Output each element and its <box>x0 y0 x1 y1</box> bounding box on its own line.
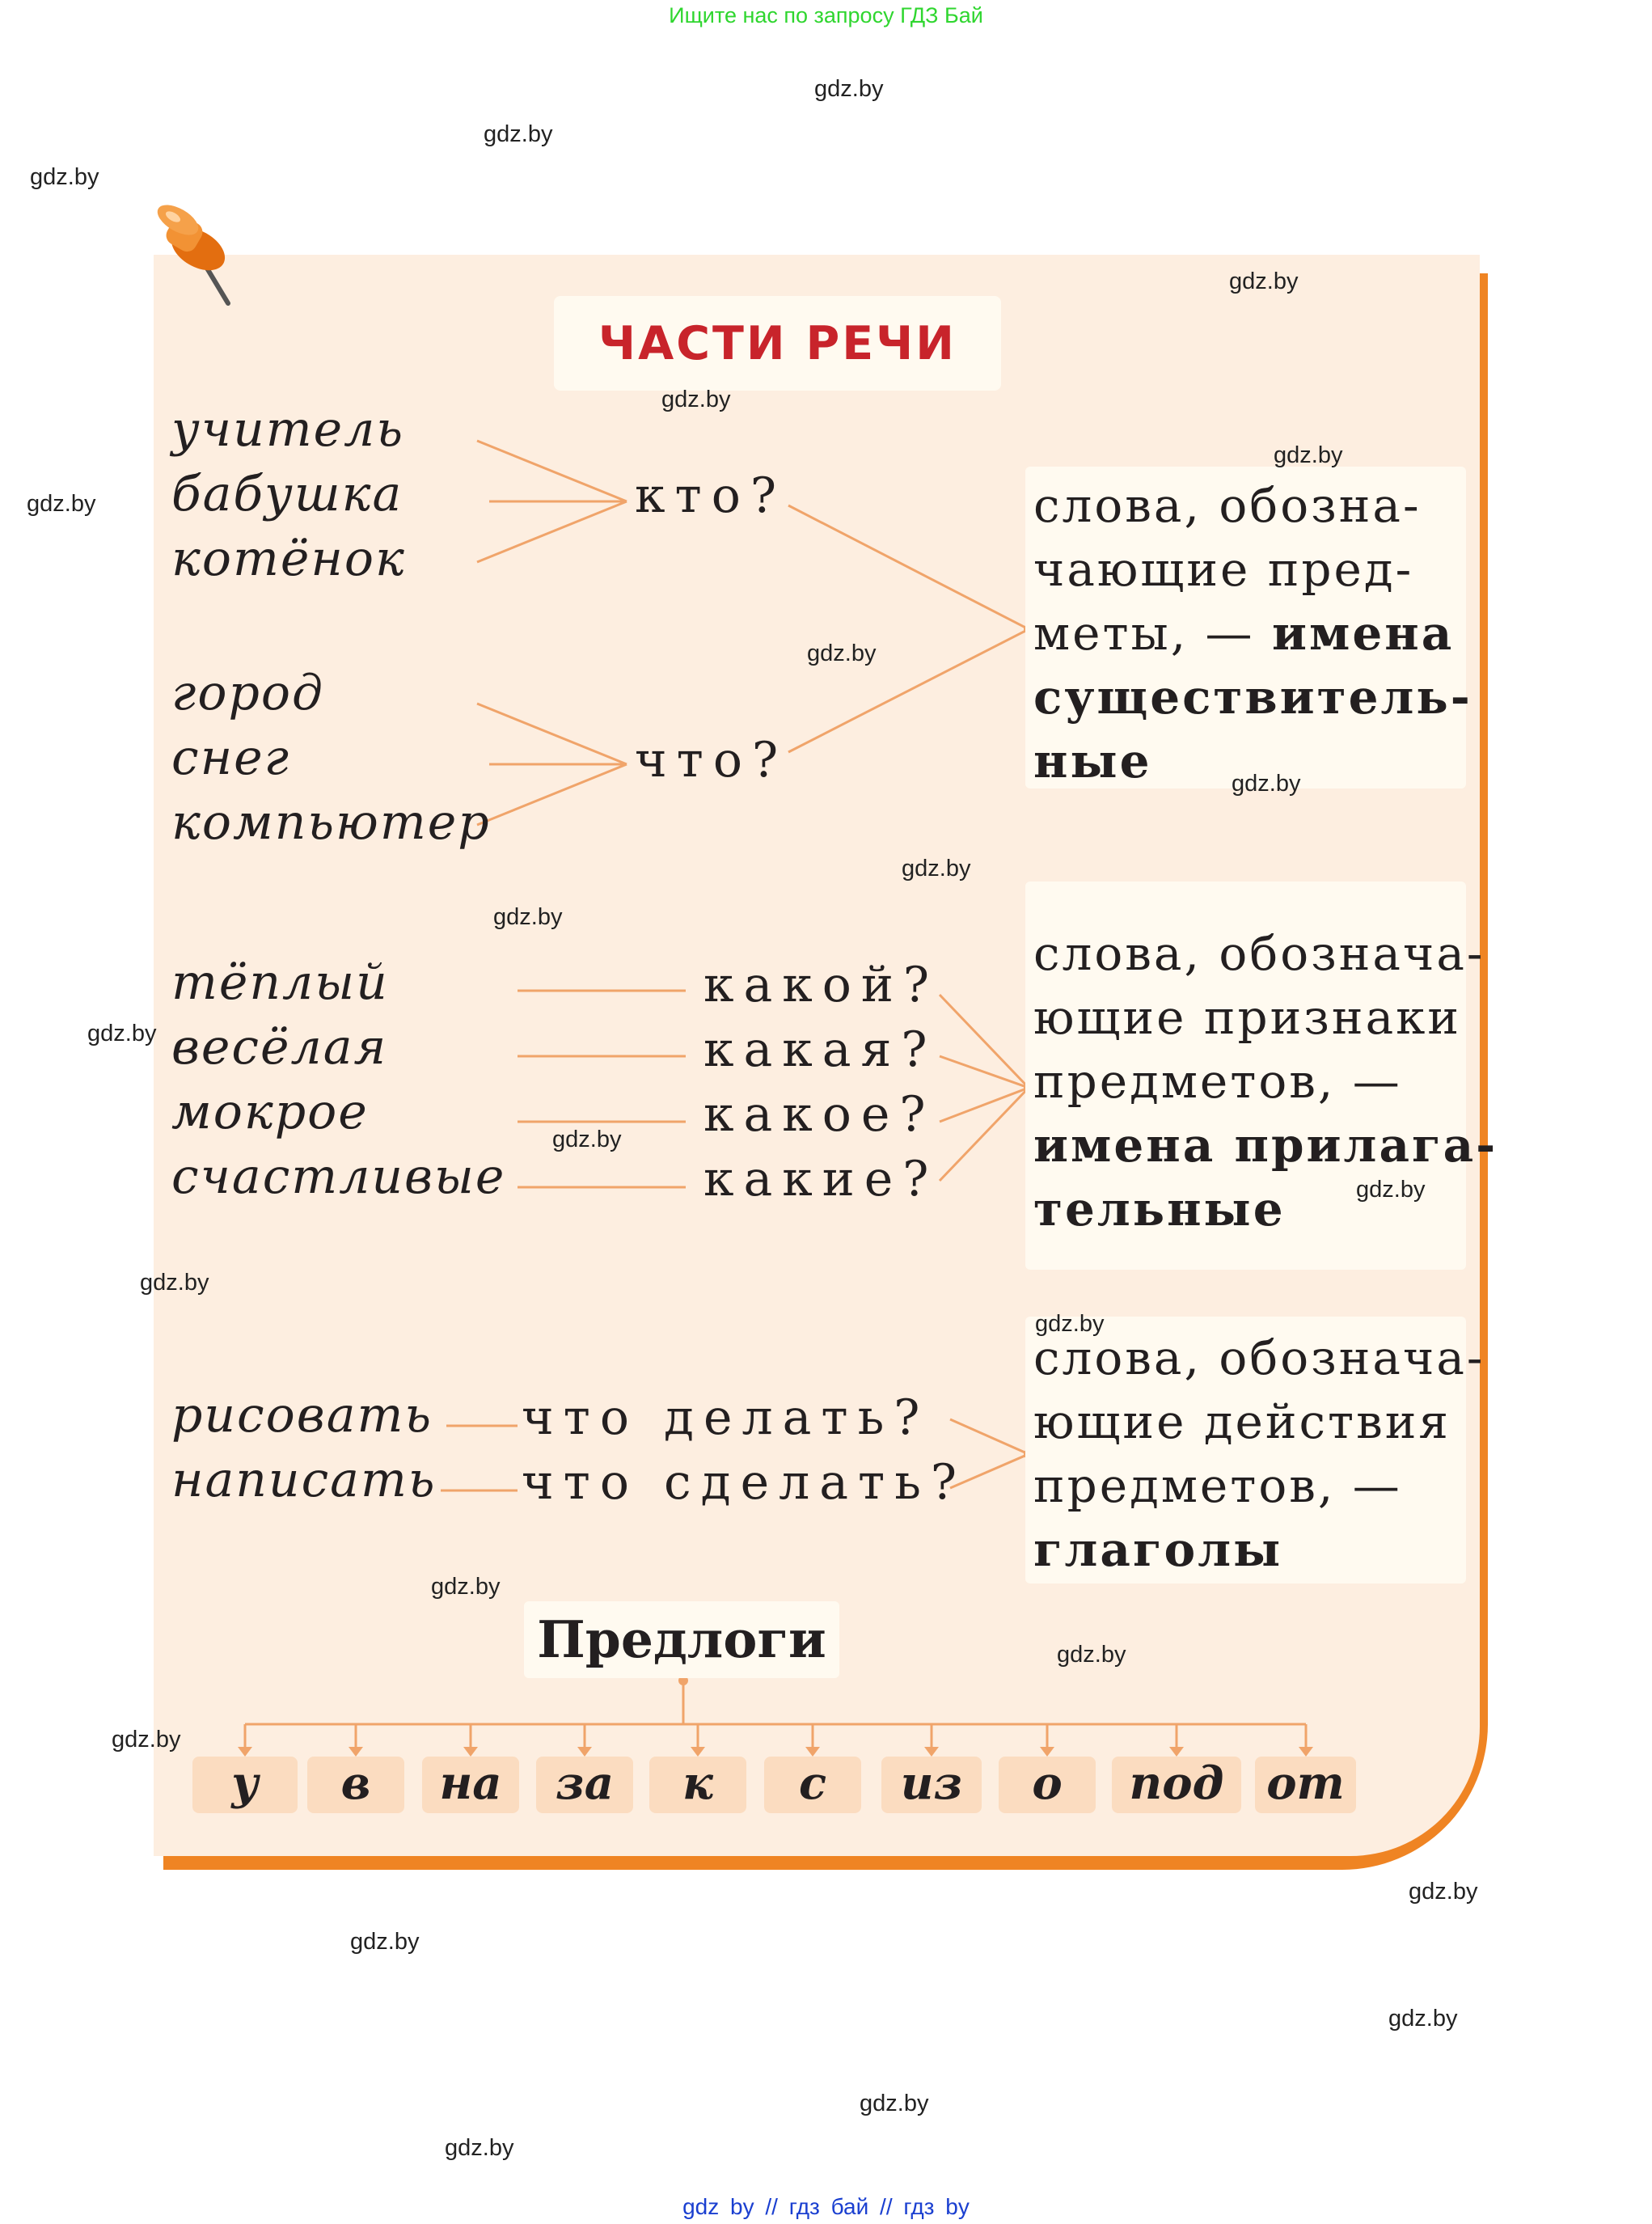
question-who: кто? <box>635 467 786 524</box>
watermark: gdz.by <box>1057 1642 1126 1668</box>
definition-line <box>1033 602 1472 666</box>
watermark: gdz.by <box>1232 771 1301 797</box>
definition-line: слова, обозна- <box>1033 478 1422 533</box>
verb-word: рисовать <box>171 1387 433 1444</box>
noun-word: бабушка <box>171 466 403 522</box>
noun-word: компьютер <box>171 794 491 851</box>
adjective-definition <box>1033 922 1498 1241</box>
preposition-chip: под <box>1112 1757 1241 1813</box>
definition-term <box>1033 1114 1498 1178</box>
definition-line: предметов, — <box>1033 1054 1402 1109</box>
adjective-word: весёлая <box>171 1019 388 1076</box>
watermark: gdz.by <box>1229 268 1299 294</box>
definition-term <box>1033 1518 1485 1582</box>
definition-term <box>1033 666 1472 729</box>
noun-definition <box>1033 474 1472 793</box>
definition-term: имена <box>1272 606 1455 661</box>
preposition-chip: на <box>422 1757 519 1813</box>
preposition-chip: в <box>307 1757 404 1813</box>
preposition-chip: о <box>999 1757 1096 1813</box>
preposition-chip: у <box>192 1757 298 1813</box>
preposition-chip: к <box>649 1757 746 1813</box>
watermark: gdz.by <box>140 1270 209 1296</box>
watermark: gdz.by <box>807 641 877 666</box>
watermark: gdz.by <box>87 1021 157 1046</box>
definition-line-text: меты, — <box>1033 606 1272 661</box>
preposition-chip: за <box>536 1757 633 1813</box>
definition-line: слова, обознача- <box>1033 926 1485 981</box>
watermark: gdz.by <box>350 1929 420 1955</box>
watermark: gdz.by <box>1409 1879 1478 1905</box>
watermark: gdz.by <box>493 904 563 930</box>
adjective-word: мокрое <box>171 1084 369 1140</box>
noun-word: учитель <box>171 401 405 458</box>
watermark: gdz.by <box>860 2091 929 2116</box>
definition-term <box>1033 1178 1498 1241</box>
question-which: какая? <box>703 1021 937 1078</box>
adjective-word: тёплый <box>171 954 389 1011</box>
preposition-chip: с <box>764 1757 861 1813</box>
prepositions-title: Предлоги <box>537 1609 826 1669</box>
question-what: что? <box>635 732 788 789</box>
watermark: gdz.by <box>1356 1177 1426 1203</box>
question-do: что делать? <box>522 1389 930 1446</box>
watermark: gdz.by <box>1035 1311 1105 1337</box>
definition-term-part: имена прилага- <box>1033 1118 1498 1173</box>
question-done: что сделать? <box>522 1454 967 1511</box>
page-title: ЧАСТИ РЕЧИ <box>598 317 957 370</box>
definition-term-part: ные <box>1033 734 1152 789</box>
noun-word: котёнок <box>171 531 406 587</box>
watermark: gdz.by <box>112 1727 181 1753</box>
adjective-word: счастливые <box>171 1148 506 1205</box>
verb-word: написать <box>171 1452 437 1508</box>
footer-links <box>0 2194 1652 2220</box>
watermark: gdz.by <box>1388 2006 1458 2032</box>
noun-word: снег <box>171 729 290 786</box>
definition-term-part: тельные <box>1033 1182 1286 1237</box>
definition-line: чающие пред- <box>1033 542 1414 597</box>
watermark: gdz.by <box>30 164 99 190</box>
footer-link[interactable]: гдз бай <box>788 2194 869 2219</box>
watermark: gdz.by <box>902 856 971 882</box>
question-which: какой? <box>703 957 940 1013</box>
definition-line: ющие действия <box>1033 1394 1451 1449</box>
definition-line: предметов, — <box>1033 1458 1402 1513</box>
preposition-chip: от <box>1255 1757 1356 1813</box>
watermark: gdz.by <box>552 1127 622 1152</box>
verb-definition <box>1033 1326 1485 1582</box>
watermark: gdz.by <box>484 121 553 147</box>
definition-line: ющие признаки <box>1033 990 1462 1045</box>
question-which: какое? <box>703 1086 936 1143</box>
watermark: gdz.by <box>661 387 731 412</box>
definition-term-part: существитель- <box>1033 670 1472 725</box>
watermark: gdz.by <box>431 1574 501 1600</box>
noun-word: город <box>171 665 325 721</box>
watermark: gdz.by <box>445 2135 514 2161</box>
watermark: gdz.by <box>27 491 96 517</box>
preposition-chip: из <box>881 1757 982 1813</box>
watermark: gdz.by <box>814 76 884 102</box>
definition-line: слова, обознача- <box>1033 1330 1485 1385</box>
footer-separator: // <box>880 2194 893 2219</box>
footer-separator: // <box>765 2194 778 2219</box>
question-which: какие? <box>703 1151 939 1207</box>
footer-link[interactable]: гдз by <box>903 2194 970 2219</box>
footer-link[interactable]: gdz by <box>682 2194 754 2219</box>
watermark: gdz.by <box>1274 442 1343 468</box>
search-banner: Ищите нас по запросу ГДЗ Бай <box>669 3 983 27</box>
definition-term-part: глаголы <box>1033 1522 1283 1577</box>
